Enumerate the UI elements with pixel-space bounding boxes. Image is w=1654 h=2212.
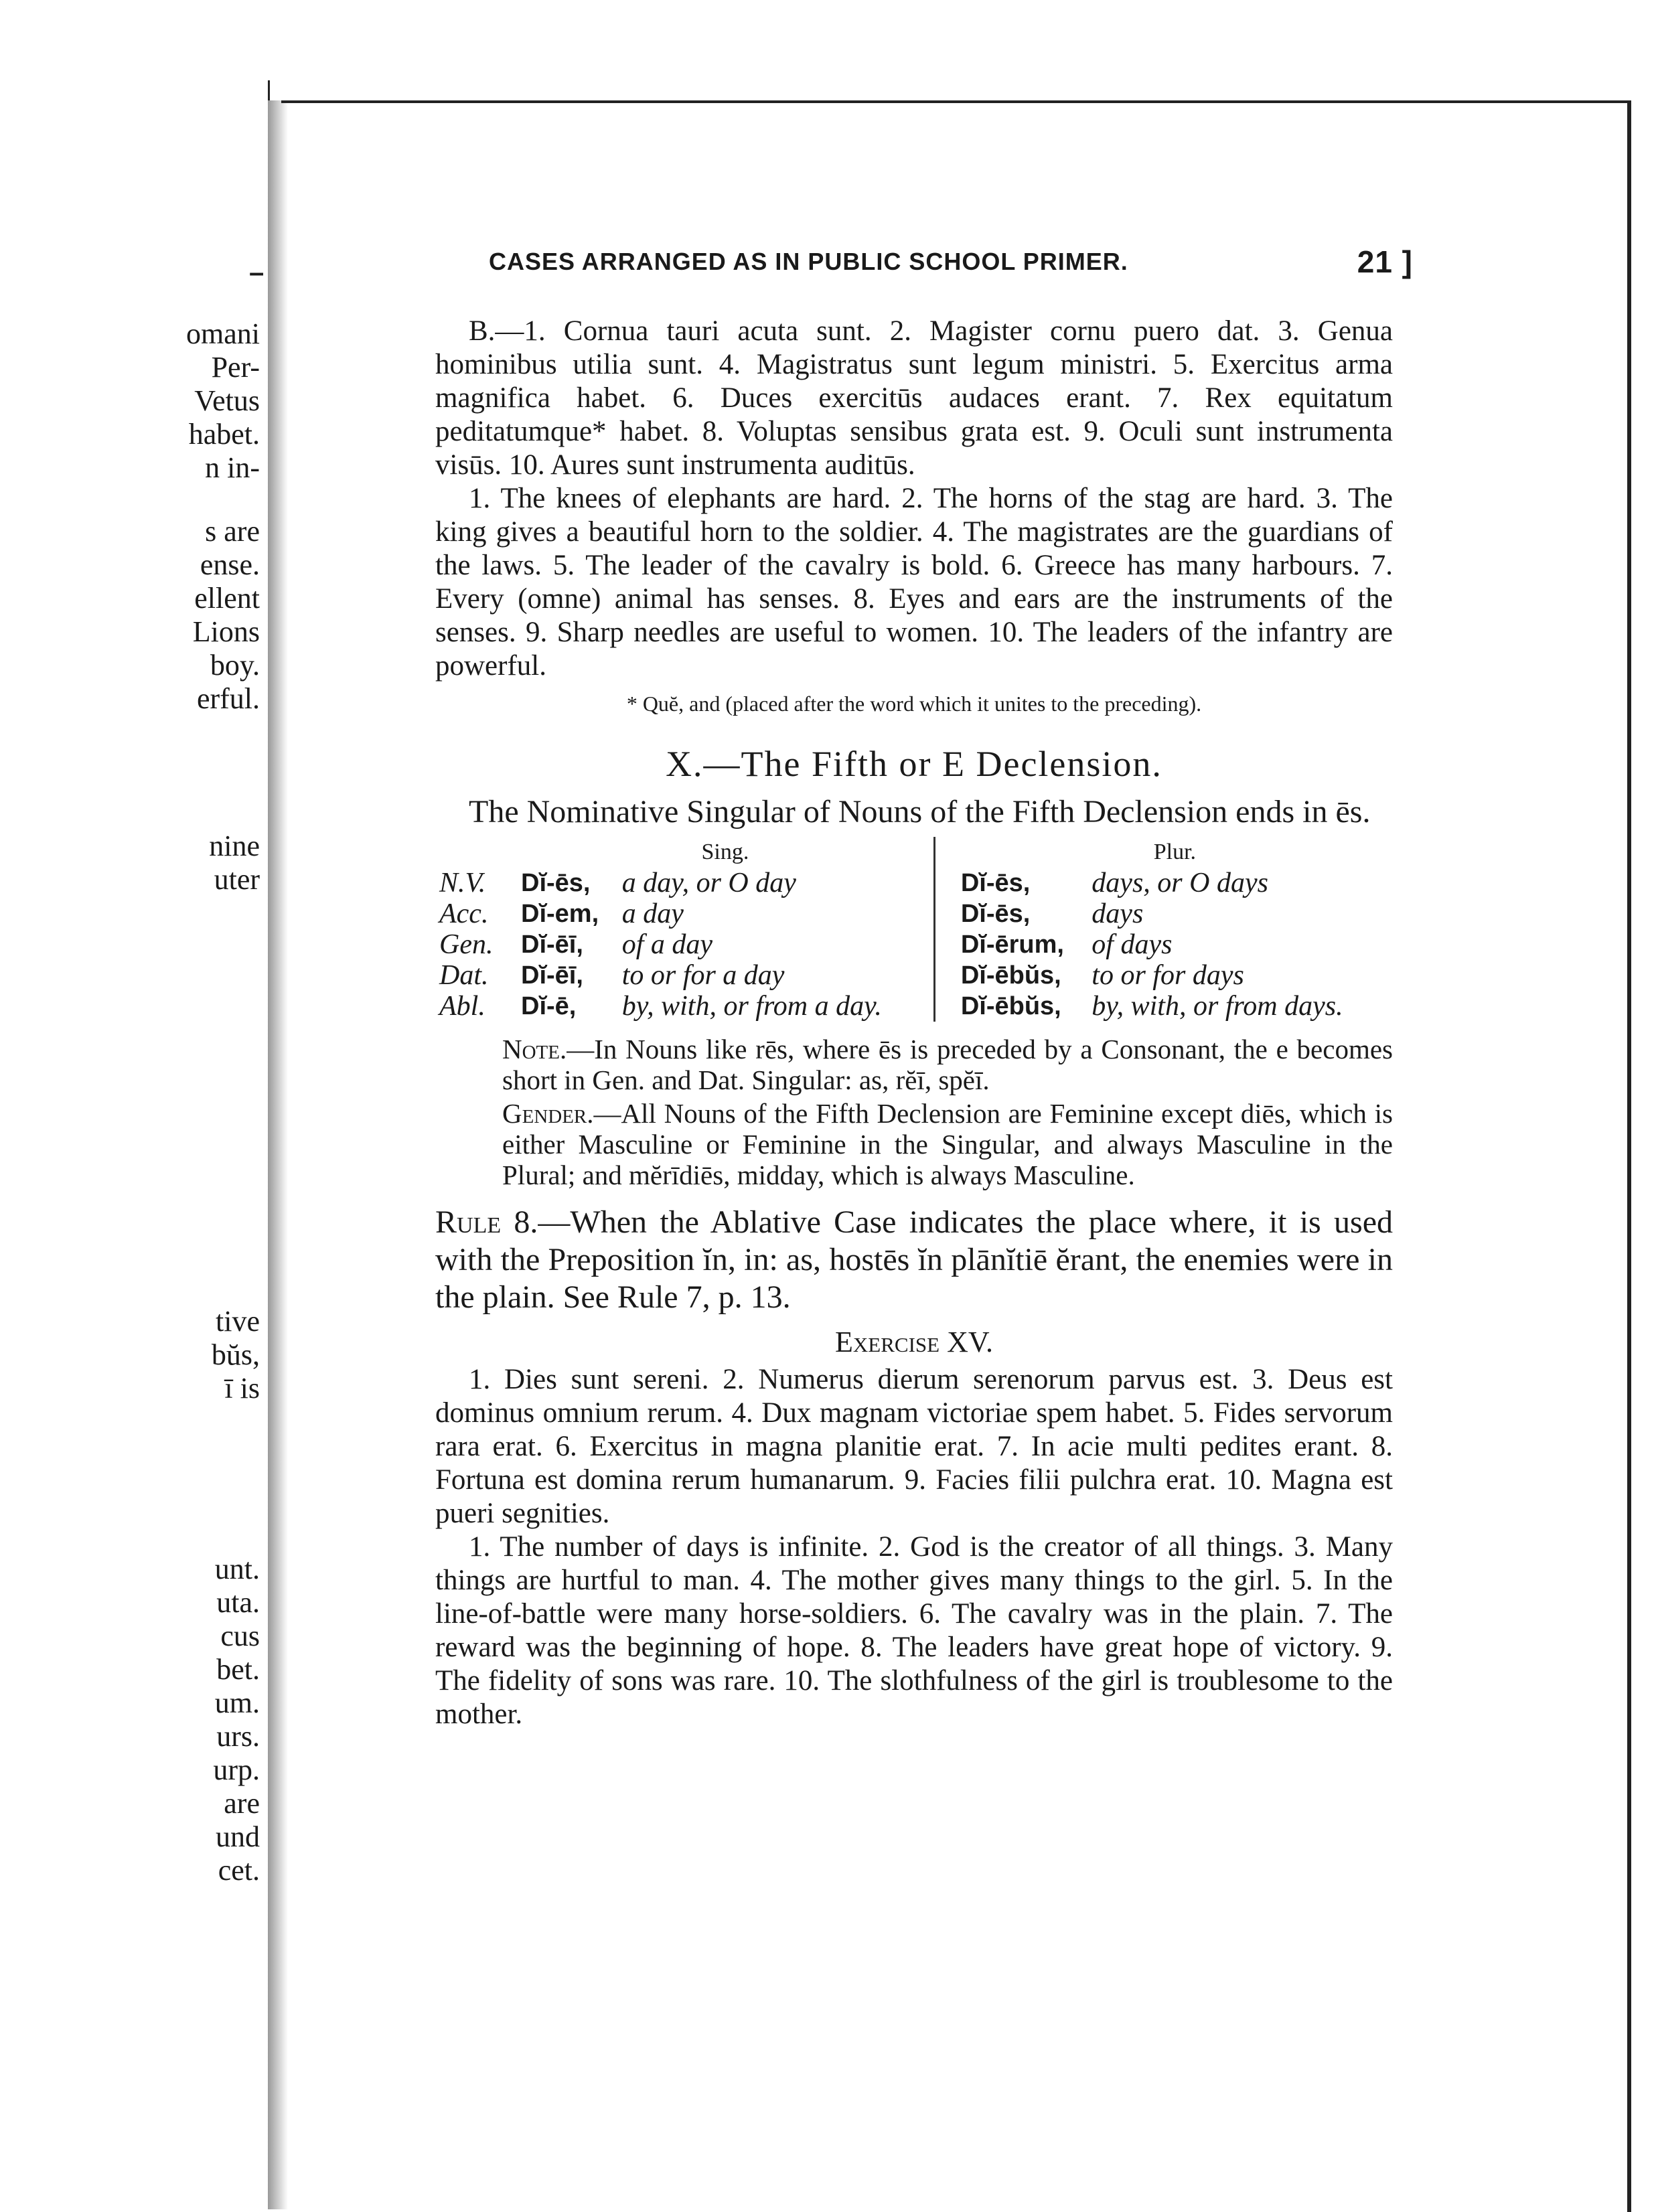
running-header (489, 244, 1413, 279)
singular-meaning: by, with, or from a day. (621, 991, 882, 1022)
facing-page-fragment: ense. (200, 548, 260, 581)
facing-page-fragment: cet. (218, 1854, 260, 1887)
plural-meaning: days, or O days (1092, 868, 1268, 898)
column-divider (934, 960, 957, 991)
plural-meaning: to or for days (1092, 960, 1244, 991)
declension-table (435, 837, 1393, 1022)
plural-meaning: by, with, or from days. (1092, 991, 1343, 1022)
column-divider (934, 868, 957, 898)
exercise-b-latin: B.—1. Cornua tauri acuta sunt. 2. Magister cornu puero dat. 3. Genua hominibus utilia sunt. 4. Magistratus sunt legum ministri. 5. Exercitus arma magnifica habet. 6. Duces exercitūs audaces erant. 7. Rex equitatum peditatumque* habet. 8. Voluptas sensibus grata est. 9. Oculi sunt instrumenta visūs. 10. Aures sunt instrumenta auditūs. (435, 315, 1393, 481)
column-divider (934, 898, 957, 929)
plural-form: Dĭ-ēs, (960, 900, 1031, 928)
facing-page-fragment: habet. (188, 418, 260, 451)
facing-page-fragment: cus (220, 1620, 260, 1652)
facing-page-fragment: urp. (213, 1753, 260, 1786)
note-text: —In Nouns like rēs, where ēs is preceded by a Consonant, the e becomes short in Gen. and Dat. Singular: as, rĕī, spĕī. (502, 1034, 1393, 1095)
column-divider (934, 991, 957, 1022)
singular-form: Dĭ-em, (521, 900, 599, 928)
section-title: X.—The Fifth or E Declension. (666, 744, 1162, 784)
facing-page-fragment: und (216, 1820, 260, 1853)
running-title: CASES ARRANGED AS IN PUBLIC SCHOOL PRIMER. (489, 248, 1128, 275)
singular-form: Dĭ-ēī, (521, 931, 583, 959)
gender-paragraph (502, 1098, 1393, 1190)
rule-8-paragraph (435, 1204, 1393, 1316)
exercise-b-english: 1. The knees of elephants are hard. 2. The horns of the stag are hard. 3. The king gives a beautiful horn to the soldier. 4. The magistrates are the guardians of the laws. 5. The leader of the cavalry is bold. 6. Greece has many harbours. 7. Every (omne) animal has senses. 8. Eyes and ears are the instruments of the senses. 9. Sharp needles are useful to women. 10. The leaders of the infantry are powerful. (435, 483, 1393, 682)
rule-8-text: —When the Ablative Case indicates the place where, it is used with the Preposition ĭn, in: as, hostēs ĭn plānĭtiē ĕrant, the enemies were in the plain. See Rule 7, p. 13. (435, 1204, 1393, 1315)
case-label: N.V. (439, 868, 486, 898)
facing-page-fragment: s are (205, 515, 260, 548)
facing-page-fragment: tive (216, 1305, 260, 1338)
facing-page-fragment: ī is (224, 1372, 260, 1405)
declension-row (435, 960, 1393, 991)
exercise-xv-english: 1. The number of days is infinite. 2. God is the creator of all things. 3. Many things are hurtful to man. 4. The mother gives many things to the girl. 5. In the line-of-battle were many horse-soldiers. 6. The cavalry was in the plain. 7. The reward was the beginning of hope. 8. The leaders have great hope of victory. 9. The fidelity of sons was rare. 10. The slothfulness of the girl is troublesome to the mother. (435, 1531, 1393, 1730)
facing-page-fragment: bet. (216, 1653, 260, 1686)
singular-form: Dĭ-ēī, (521, 961, 583, 990)
singular-form: Dĭ-ēs, (521, 869, 591, 897)
case-label: Abl. (439, 991, 485, 1022)
declension-row (435, 929, 1393, 960)
gender-text: —All Nouns of the Fifth Declension are Feminine except diēs, which is either Masculine or Feminine in the Singular, and always Masculine in the Plural; and mĕrīdiēs, midday, which is always Masculine. (502, 1098, 1393, 1190)
margin-dash-mark: – (249, 258, 265, 287)
declension-row (435, 868, 1393, 898)
facing-page-fragment: ellent (194, 582, 260, 615)
facing-page-fragment: erful. (196, 682, 260, 715)
facing-page-fragment: n in- (205, 451, 260, 484)
singular-meaning: a day, or O day (621, 868, 796, 898)
case-label: Acc. (439, 898, 489, 929)
column-divider (934, 929, 957, 960)
facing-page-edge (0, 80, 270, 2209)
plural-heading: Plur. (1153, 840, 1197, 864)
facing-page-fragment: Lions (192, 615, 260, 648)
exercise-xv-title: Exercise XV. (835, 1326, 993, 1358)
facing-page-fragment: uta. (216, 1586, 260, 1619)
note-paragraph (502, 1034, 1393, 1095)
footnote: * Quĕ, and (placed after the word which it unites to the preceding). (626, 692, 1202, 716)
facing-page-fragment: bŭs, (211, 1338, 260, 1371)
declension-intro: The Nominative Singular of Nouns of the Fifth Declension ends in ēs. (469, 794, 1371, 830)
singular-form: Dĭ-ē, (521, 992, 577, 1020)
plural-form: Dĭ-ēs, (960, 869, 1031, 897)
case-label: Dat. (439, 960, 489, 991)
plural-meaning: days (1092, 898, 1144, 929)
facing-page-fragment: omani (186, 317, 260, 350)
facing-page-fragment: Per- (211, 351, 260, 384)
facing-page-fragment: Vetus (194, 384, 260, 417)
facing-page-fragment: are (224, 1787, 260, 1820)
note-lead: Note. (502, 1034, 567, 1064)
facing-page-fragment: nine (209, 830, 260, 862)
gender-lead: Gender. (502, 1098, 594, 1129)
singular-meaning: to or for a day (621, 960, 785, 991)
declension-row (435, 898, 1393, 929)
plural-form: Dĭ-ērum, (960, 931, 1064, 959)
plural-meaning: of days (1092, 929, 1173, 960)
plural-form: Dĭ-ēbŭs, (960, 992, 1061, 1020)
facing-page-fragment: urs. (216, 1720, 260, 1753)
plural-form: Dĭ-ēbŭs, (960, 961, 1061, 990)
facing-page-fragment: boy. (210, 649, 260, 682)
page-number: 21 ] (1357, 244, 1413, 279)
facing-page-fragment: unt. (214, 1553, 260, 1585)
facing-page-fragment: um. (214, 1686, 260, 1719)
case-label: Gen. (439, 929, 494, 960)
singular-heading: Sing. (701, 840, 749, 864)
declension-row (435, 991, 1393, 1022)
rule-8-lead: Rule 8. (435, 1204, 538, 1240)
exercise-xv-latin: 1. Dies sunt sereni. 2. Numerus dierum serenorum parvus est. 3. Deus est dominus omnium rerum. 4. Dux magnam victoriae spem habet. 5. Fides servorum rara erat. 6. Exercitus in magna planitie erat. 7. In acie multi pedites erant. 8. Fortuna est domina rerum humanarum. 9. Facies filii pulchra erat. 10. Magna est pueri segnities. (435, 1364, 1393, 1529)
singular-meaning: of a day (621, 929, 713, 960)
singular-meaning: a day (621, 898, 684, 929)
facing-page-fragment: uter (214, 863, 260, 896)
page-body (435, 315, 1393, 1731)
